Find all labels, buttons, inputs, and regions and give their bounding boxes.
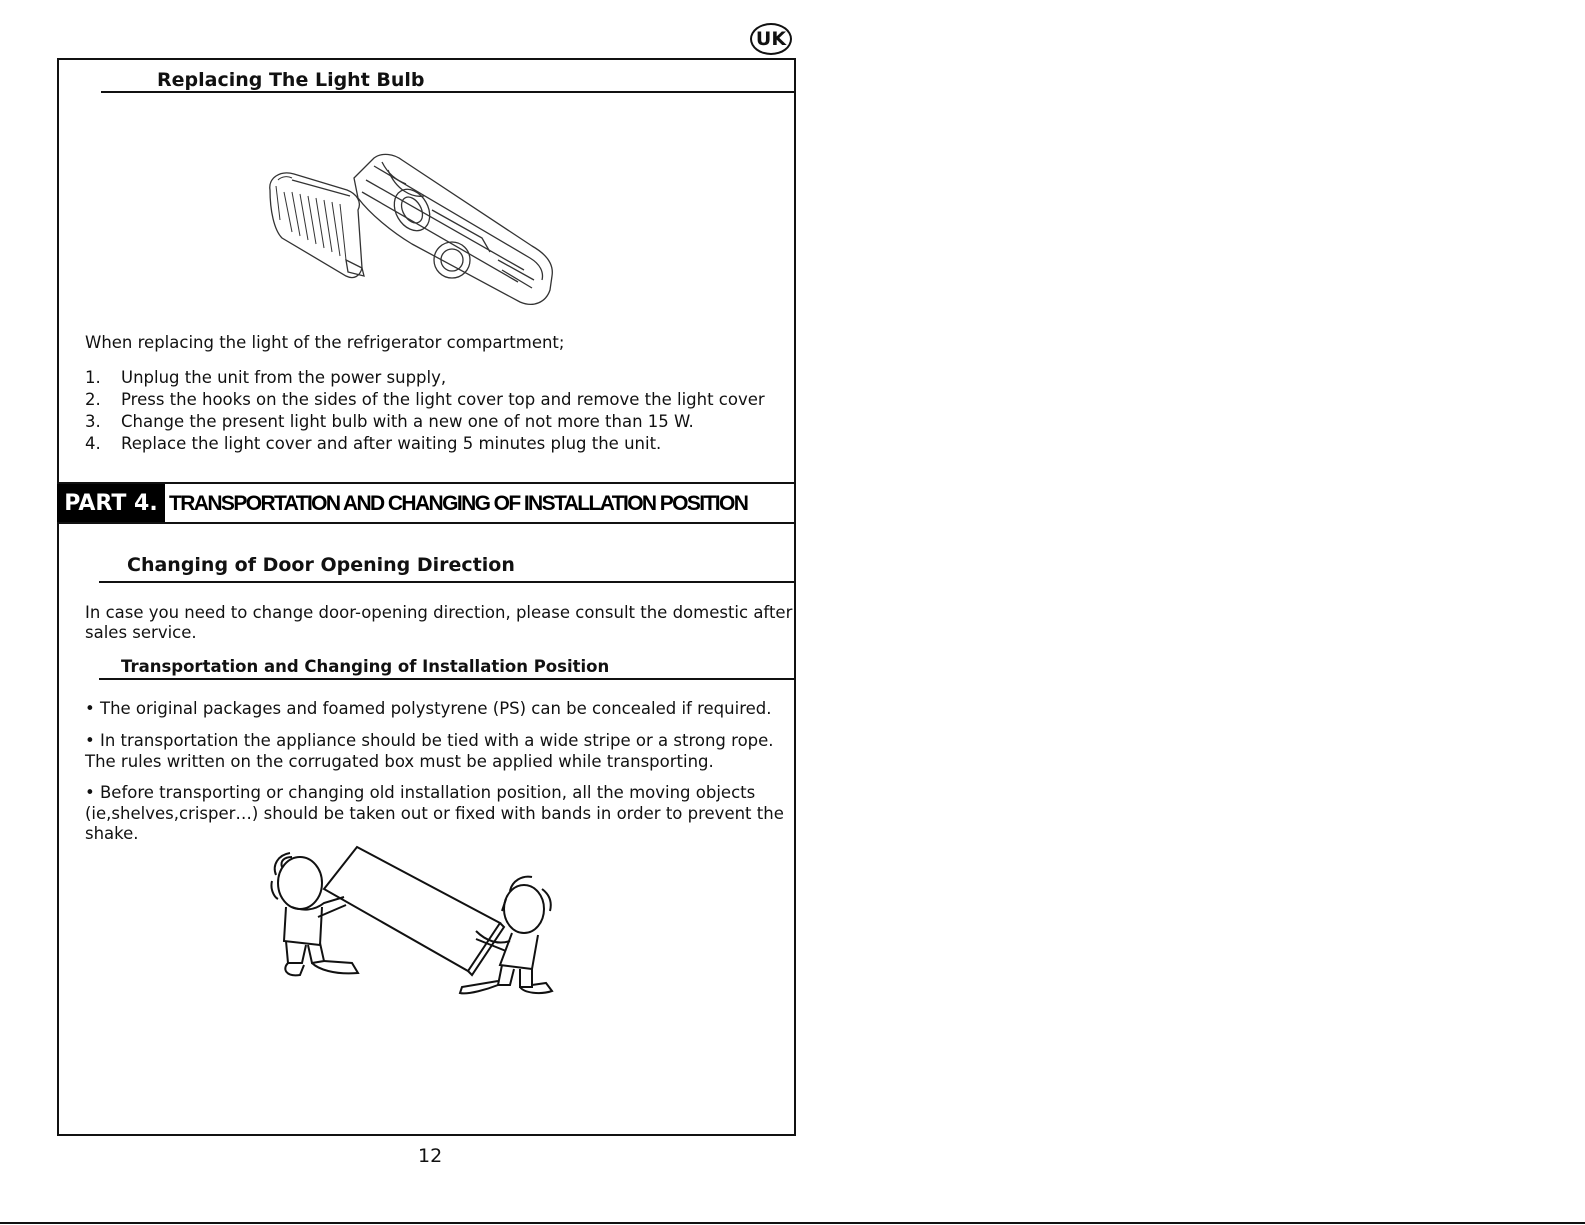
page-number: 12 — [418, 1145, 443, 1167]
light-bulb-intro: When replacing the light of the refrigerator compartment; — [85, 333, 565, 352]
bullet-item: • In transportation the appliance should be tied with a wide stripe or a strong rope. The rules written on the corrugated box must be applied while transporting. — [85, 731, 774, 771]
bullet-item: • Before transporting or changing old installation position, all the moving objects (ie,shelves,crisper…) should be taken out or fixed with bands in order to prevent the shake. — [85, 783, 784, 843]
heading-rule — [99, 581, 796, 583]
list-item: 1. Unplug the unit from the power supply, — [85, 368, 447, 387]
door-text-line1: In case you need to change door-opening direction, please consult the domestic after — [85, 603, 793, 622]
list-item: 2. Press the hooks on the sides of the light cover top and remove the light cover — [85, 390, 765, 409]
door-text-line2: sales service. — [85, 623, 197, 642]
part-title: TRANSPORTATION AND CHANGING OF INSTALLATION POSITION — [169, 492, 748, 515]
bullet-item: • The original packages and foamed polystyrene (PS) can be concealed if required. — [85, 699, 772, 718]
light-bulb-steps — [85, 367, 765, 455]
heading-rule — [99, 678, 796, 680]
part-heading-bar — [57, 482, 796, 524]
light-bulb-heading: Replacing The Light Bulb — [157, 69, 425, 91]
light-cover-illustration — [262, 150, 562, 315]
transport-illustration — [262, 845, 567, 1015]
part-label: PART 4. — [57, 484, 165, 522]
transport-heading: Transportation and Changing of Installation Position — [121, 657, 610, 676]
list-item: 4. Replace the light cover and after waiting 5 minutes plug the unit. — [85, 434, 662, 453]
list-item: 3. Change the present light bulb with a new one of not more than 15 W. — [85, 412, 694, 431]
language-badge: UK — [750, 23, 792, 55]
bottom-border — [0, 1222, 1585, 1224]
door-heading: Changing of Door Opening Direction — [127, 554, 515, 576]
heading-rule — [101, 91, 796, 93]
